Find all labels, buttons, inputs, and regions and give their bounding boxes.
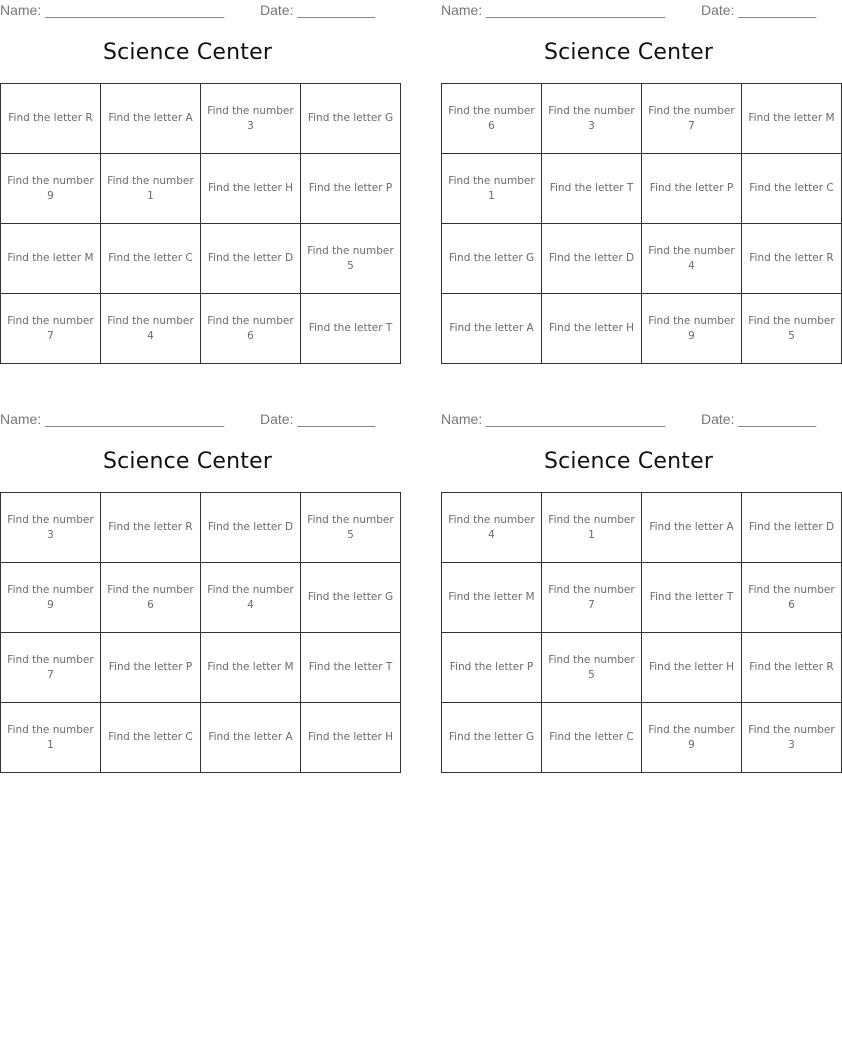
grid-cell: Find the letter H [301,703,401,773]
grid-cell: Find the number 1 [542,493,642,563]
grid-cell: Find the letter C [101,703,201,773]
grid-cell: Find the letter T [301,294,401,364]
grid-cell: Find the letter M [1,224,101,294]
grid-cell: Find the number 3 [201,84,301,154]
worksheet-top-right [441,0,835,372]
grid-cell: Find the letter R [101,493,201,563]
grid-cell: Find the letter R [1,84,101,154]
grid-cell: Find the number 5 [742,294,842,364]
grid-row [1,633,401,703]
grid-cell: Find the letter D [201,224,301,294]
task-grid [441,492,842,773]
grid-cell: Find the letter D [201,493,301,563]
grid-cell: Find the letter T [301,633,401,703]
grid-cell: Find the letter P [101,633,201,703]
date-field-label: Date: __________ [260,411,376,427]
grid-cell: Find the letter H [542,294,642,364]
grid-cell: Find the letter A [101,84,201,154]
grid-cell: Find the number 7 [542,563,642,633]
grid-cell: Find the number 5 [542,633,642,703]
grid-cell: Find the number 6 [442,84,542,154]
name-field-label: Name: _______________________ [0,2,225,18]
task-grid [0,492,401,773]
grid-cell: Find the number 4 [101,294,201,364]
grid-cell: Find the letter P [642,154,742,224]
grid-row [442,154,842,224]
grid-cell: Find the number 9 [1,154,101,224]
grid-cell: Find the letter C [742,154,842,224]
grid-cell: Find the number 6 [742,563,842,633]
worksheet-title: Science Center [543,449,714,474]
grid-row [442,493,842,563]
grid-cell: Find the letter T [542,154,642,224]
grid-row [442,563,842,633]
grid-cell: Find the letter D [542,224,642,294]
grid-row [1,84,401,154]
grid-row [442,703,842,773]
grid-row [442,84,842,154]
grid-row [1,294,401,364]
grid-cell: Find the number 7 [1,633,101,703]
grid-cell: Find the letter A [642,493,742,563]
grid-cell: Find the number 6 [101,563,201,633]
grid-cell: Find the letter G [301,563,401,633]
grid-cell: Find the letter A [442,294,542,364]
grid-cell: Find the number 1 [101,154,201,224]
grid-row [1,703,401,773]
grid-cell: Find the letter C [542,703,642,773]
grid-cell: Find the number 4 [442,493,542,563]
grid-cell: Find the number 4 [642,224,742,294]
grid-cell: Find the number 3 [1,493,101,563]
grid-cell: Find the letter R [742,224,842,294]
grid-cell: Find the letter T [642,563,742,633]
grid-cell: Find the letter G [301,84,401,154]
worksheet-title: Science Center [102,449,273,474]
grid-row [1,493,401,563]
grid-cell: Find the number 7 [642,84,742,154]
grid-cell: Find the number 4 [201,563,301,633]
grid-row [1,154,401,224]
name-field-label: Name: _______________________ [441,411,666,427]
grid-cell: Find the number 3 [542,84,642,154]
worksheet-title: Science Center [102,40,273,65]
grid-row [1,224,401,294]
grid-cell: Find the number 5 [301,224,401,294]
date-field-label: Date: __________ [260,2,376,18]
name-field-label: Name: _______________________ [441,2,666,18]
grid-cell: Find the letter A [201,703,301,773]
task-grid [0,83,401,364]
date-field-label: Date: __________ [701,411,817,427]
grid-row [442,294,842,364]
grid-row [1,563,401,633]
grid-cell: Find the number 1 [442,154,542,224]
grid-cell: Find the number 9 [642,294,742,364]
name-field-label: Name: _______________________ [0,411,225,427]
worksheet-bottom-left [0,409,394,781]
grid-cell: Find the number 1 [1,703,101,773]
grid-cell: Find the number 5 [301,493,401,563]
grid-cell: Find the letter C [101,224,201,294]
grid-cell: Find the number 6 [201,294,301,364]
grid-cell: Find the letter P [442,633,542,703]
worksheet-top-left [0,0,394,372]
grid-cell: Find the number 9 [1,563,101,633]
worksheet-header [0,2,375,20]
worksheet-title: Science Center [543,40,714,65]
grid-row [442,224,842,294]
grid-cell: Find the letter H [642,633,742,703]
grid-cell: Find the letter G [442,224,542,294]
worksheet-header [0,411,375,429]
grid-cell: Find the number 9 [642,703,742,773]
grid-cell: Find the number 7 [1,294,101,364]
grid-row [442,633,842,703]
worksheet-bottom-right [441,409,835,781]
grid-cell: Find the letter P [301,154,401,224]
grid-cell: Find the number 3 [742,703,842,773]
grid-cell: Find the letter M [742,84,842,154]
grid-cell: Find the letter D [742,493,842,563]
grid-cell: Find the letter G [442,703,542,773]
task-grid [441,83,842,364]
worksheet-header [441,2,816,20]
grid-cell: Find the letter H [201,154,301,224]
worksheet-header [441,411,816,429]
date-field-label: Date: __________ [701,2,817,18]
grid-cell: Find the letter M [442,563,542,633]
grid-cell: Find the letter R [742,633,842,703]
grid-cell: Find the letter M [201,633,301,703]
